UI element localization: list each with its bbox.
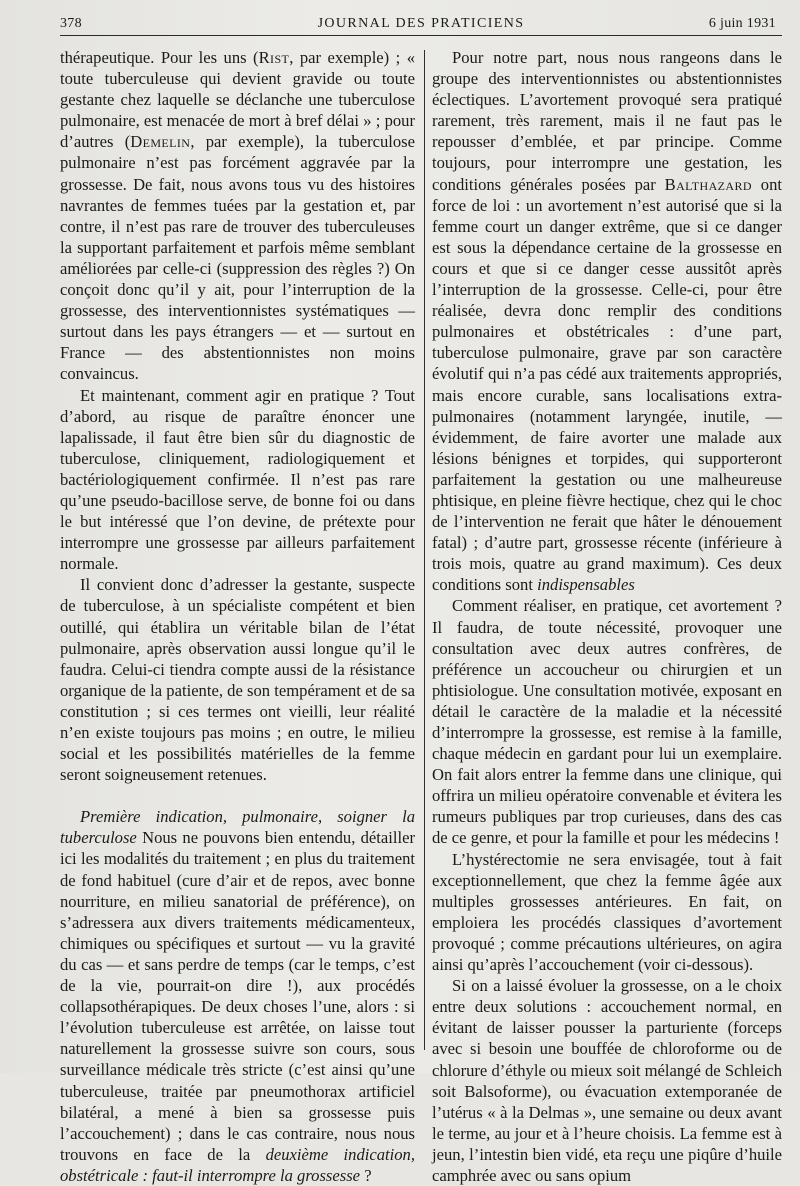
paragraph: Pour notre part, nous nous rangeons dans le groupe des interventionnistes ou abstentionnistes éclectiques. L’avortement provoqué sera pratiqué rarement, très rarement, mais il ne faut pas le repousser d’emblée, et par principe. Comme toujours, pour interrompre une gestation, les conditions générales posées par Balthazard ont force de loi : un avortement n’est autorisé que si la femme court un danger extrême, que si ce danger est sous la dépendance certaine de la grossesse en cours et que si ce danger cesse aussitôt après l’interruption de la grossesse. Celle-ci, pour être réalisée, devra donc remplir des conditions pulmonaires et obstétricales : d’une part, tuberculose pulmonaire, grave par son caractère évolutif qui n’a pas cédé aux traitements appropriés, mais encore curable, sans localisations extra-pulmonaires (notamment laryngée, inutile, — évidemment, de faire avorter une malade aux lésions bénignes et torpides, qui supporteront parfaitement la gestation ou une malheureuse phtisique, en pleine fièvre hectique, chez qui le choc de l’intervention ne ferait que hâter le dénouement fatal) ; d’autre part, grossesse récente (inférieure à trois mois, quatre au grand maximum). Ces deux conditions sont indispensables bbox=[432, 48, 782, 595]
paragraph-first-indication: Première indication, pulmonaire, soigner la tuberculose Nous ne pouvons bien entendu, détailler ici les modalités du traitement ; en plus du traitement de fond habituel (cure d’air et de repos, avec bonne nourriture, en milieu sanatorial de préférence), on s’adressera aux divers traitements médicamenteux, chimiques ou spécifiques et surtout — vu la gravité du cas — et sans perdre de temps (car le temps, c’est de la vie, pourrait-on dire !), aux procédés collapsothérapiques. De deux choses l’une, alors : si l’évolution tuberculeuse est arrêtée, on laisse tout naturellement la grossesse suivre son cours, sous surveillance médicale très stricte (c’est ainsi qu’une tuberculeuse, traitée par pneumothorax artificiel bilatéral, a mené à bien sa grossesse puis l’accouchement) ; dans le cas contraire, nous nous trouvons en face de la deuxième indication, obstétricale : faut-il interrompre la grossesse ? bbox=[60, 807, 415, 1185]
page-number: 378 bbox=[60, 16, 82, 31]
paragraph: Il convient donc d’adresser la gestante, suspecte de tuberculose, à un spécialiste compétent et bien outillé, qui établira un véritable bilan de l’état pulmonaire, après observation aussi longue qu’il le faudra. Celui-ci tiendra compte aussi de la résistance organique de la patiente, de son tempérament et de sa constitution ; si ces termes ont vieilli, leur réalité n’en existe toujours pas moins ; en outre, le milieu social et les possibilités matérielles de la femme seront soigneusement retenues. bbox=[60, 575, 415, 785]
issue-date: 6 juin 1931 bbox=[708, 16, 776, 31]
paragraph: Si on a laissé évoluer la grossesse, on a le choix entre deux solutions : accouchement normal, en évitant de laisser pousser la parturiente (forceps avec si besoin une bouffée de chloroforme ou de chlorure d’éthyle ou mieux soit mélangé de Schleich soit Balsoforme), ou évacuation extemporanée de l’utérus « à la Delmas », une semaine ou deux avant le terme, au jour et à l’heure choisis. La femme est à jeun, l’intestin bien vidé, eta reçu une piqûre d’huile camphrée avec ou sans opium bbox=[432, 976, 782, 1185]
running-header bbox=[60, 14, 782, 36]
emphasis: indispensables bbox=[537, 575, 635, 595]
paragraph: Comment réaliser, en pratique, cet avortement ? Il faudra, de toute nécessité, provoquer une consultation avec deux autres confrères, de préférence un accoucheur ou chirurgien et un phtisiologue. Une consultation motivée, exposant en détail le caractère de la maladie et la nécessité d’interrompre la grossesse, est remise à la famille, chaque médecin en gardant pour lui un exemplaire. On fait alors entrer la femme dans une clinique, qui offrira un milieu opératoire convenable et évitera les rumeurs publiques par trop curieuses, dans des cas de ce genre, et pour la famille et pour les médecins ! bbox=[432, 596, 782, 848]
author-name-demelin: Demelin bbox=[130, 132, 191, 152]
author-name-rist: Rist bbox=[258, 48, 290, 67]
paragraph: Et maintenant, comment agir en pratique ? Tout d’abord, au risque de paraître énoncer une lapalissade, il faut être bien sûr du diagnostic de tuberculose, cliniquement, radiologiquement et bactériologiquement confirmée. Il n’est pas rare qu’une pseudo-bacillose serve, de bonne foi ou dans le but intéressé que l’on devine, de prétexte pour interrompre une grossesse par ailleurs parfaitement normale. bbox=[60, 385, 415, 574]
header-rule bbox=[60, 35, 782, 36]
paragraph: L’hystérectomie ne sera envisagée, tout à fait exceptionnellement, que chez la femme âgée aux multiples grossesses antérieures. En fait, on emploiera les procédés classiques d’avortement provoqué ; comme précautions ultérieures, on agira ainsi qu’après l’accouchement (voir ci-dessous). bbox=[432, 849, 782, 975]
right-column bbox=[432, 47, 782, 1186]
author-name-balthazard: Balthazard bbox=[664, 174, 752, 194]
section-heading-italic: Première indication, pulmonaire, soigner la tuberculose bbox=[60, 807, 415, 848]
paragraph: thérapeutique. Pour les uns (Rist, par exemple) ; « toute tuberculeuse qui devient gravide ou toute gestante chez laquelle se déclanche une tuberculose pulmonaire, est menacée de mort à bref délai » ; pour d’autres (Demelin, par exemple), la tuberculose pulmonaire n’est pas forcément aggravée par la grossesse. De fait, nous avons tous vu des histoires navrantes de femmes tuées par la gestation et, par contre, il n’est pas rare de trouver des tuberculeuses la supportant parfaitement et parfois même semblant améliorées par celle-ci (suppression des règles ?) On conçoit donc qu’il y ait, pour l’interruption de la grossesse, des interventionnistes systématiques — surtout dans les pays étrangers — et — surtout en France — des abstentionnistes non moins convaincus. bbox=[60, 48, 415, 384]
left-column bbox=[60, 47, 415, 1186]
column-divider bbox=[424, 50, 425, 1050]
section-heading-italic: deuxième indication, obstétricale : faut-il interrompre la grossesse bbox=[60, 1144, 415, 1185]
journal-title: JOURNAL DES PRATICIENS bbox=[317, 16, 525, 31]
